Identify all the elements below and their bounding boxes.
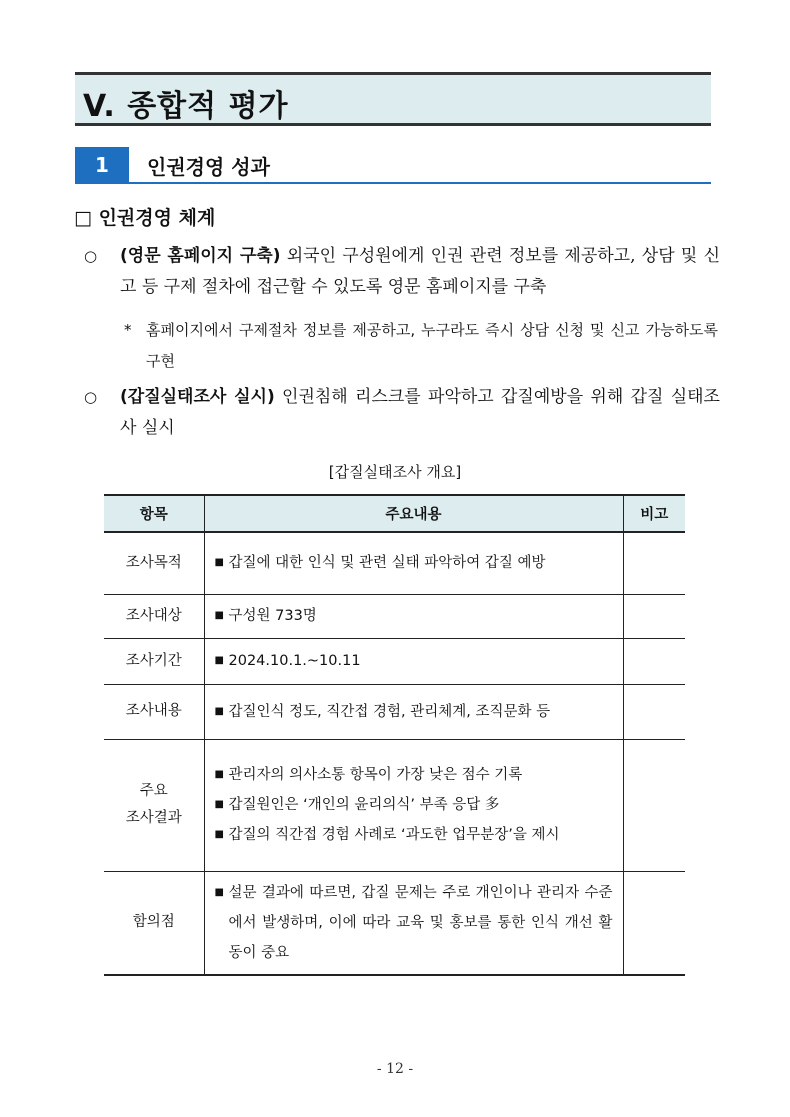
note-text: 홈페이지에서 구제절차 정보를 제공하고, 누구라도 즉시 상담 신청 및 신고 가능하도록 구현	[146, 321, 718, 370]
header-remarks: 비고	[623, 495, 685, 532]
chapter-title: V. 종합적 평가	[83, 89, 289, 124]
section-number-badge: 1	[75, 147, 129, 184]
row-label: 조사내용	[104, 684, 204, 739]
row-content	[204, 684, 623, 739]
bullet-text: 인권침해 리스크를 파악하고 갑질예방을 위해 갑질 실태조사 실시	[120, 387, 720, 438]
row-remarks	[623, 684, 685, 739]
table-row	[104, 871, 685, 975]
content-item: ■ 갑질인식 정도, 직간접 경험, 관리체계, 조직문화 등	[215, 697, 613, 727]
row-label-line: 주요	[139, 783, 168, 799]
row-content	[204, 532, 623, 594]
row-remarks	[623, 594, 685, 638]
survey-overview-table	[104, 494, 685, 976]
table-row	[104, 638, 685, 684]
page-number: - 12 -	[376, 1061, 414, 1077]
row-label: 조사목적	[104, 532, 204, 594]
bullet-bold-lead: (갑질실태조사 실시)	[120, 387, 275, 407]
row-label: 함의점	[104, 871, 204, 975]
bullet-circle-icon: ○	[84, 247, 98, 265]
section-title: 인권경영 성과	[147, 155, 270, 179]
bullet-text: 외국인 구성원에게 인권 관련 정보를 제공하고, 상담 및 신고 등 구제 절차에 접근할 수 있도록 영문 홈페이지를 구축	[120, 246, 720, 297]
content-item: ■ 설문 결과에 따르면, 갑질 문제는 주로 개인이나 관리자 수준에서 발생하며, 이에 따라 교육 및 홍보를 통한 인식 개선 활동이 중요	[215, 878, 613, 968]
row-content	[204, 871, 623, 975]
row-remarks	[623, 871, 685, 975]
chapter-header	[75, 72, 711, 126]
row-label: 조사대상	[104, 594, 204, 638]
bullet-body	[120, 241, 720, 303]
table-caption: [갑질실태조사 개요]	[328, 463, 462, 481]
content-item: ■ 구성원 733명	[215, 601, 613, 631]
row-content	[204, 638, 623, 684]
row-label-line: 조사결과	[125, 810, 182, 826]
row-remarks	[623, 532, 685, 594]
row-content	[204, 594, 623, 638]
row-remarks	[623, 638, 685, 684]
table-row	[104, 532, 685, 594]
table-row	[104, 684, 685, 739]
content-item: ■ 갑질의 직간접 경험 사례로 ‘과도한 업무분장’을 제시	[215, 820, 613, 850]
content-item: ■ 2024.10.1.~10.11	[215, 646, 613, 676]
header-content: 주요내용	[204, 495, 623, 532]
content-item: ■ 갑질에 대한 인식 및 관련 실태 파악하여 갑질 예방	[215, 548, 613, 578]
row-label: 조사기간	[104, 638, 204, 684]
bullet-bold-lead: (영문 홈페이지 구축)	[120, 246, 281, 266]
row-label	[104, 739, 204, 871]
section-underline	[129, 182, 711, 184]
row-remarks	[623, 739, 685, 871]
subheading: □ 인권경영 체계	[74, 207, 216, 229]
header-item: 항목	[104, 495, 204, 532]
content-item: ■ 관리자의 의사소통 항목이 가장 낮은 점수 기록	[215, 760, 613, 790]
table-header-row	[104, 495, 685, 532]
bullet-circle-icon: ○	[84, 388, 98, 406]
bullet-body	[120, 382, 720, 444]
asterisk-icon: *	[124, 321, 132, 339]
table-row	[104, 594, 685, 638]
row-content	[204, 739, 623, 871]
table-row	[104, 739, 685, 871]
content-item: ■ 갑질원인은 ‘개인의 윤리의식’ 부족 응답 多	[215, 790, 613, 820]
